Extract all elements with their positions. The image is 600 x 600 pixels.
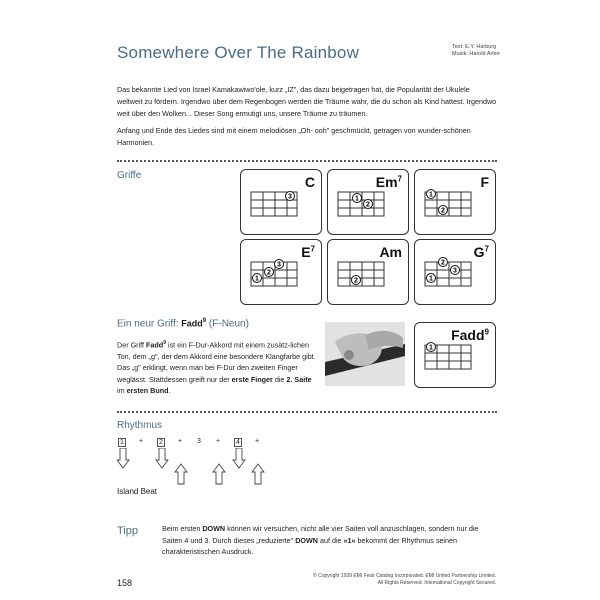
chord-name-e7: $E^7$: [301, 244, 315, 260]
new-chord-heading-sup: 9: [202, 318, 207, 324]
copyright-line-2: All Rights Reserved. International Copyright Secured.: [377, 580, 496, 586]
svg-text:1: 1: [255, 275, 259, 283]
svg-text:2: 2: [267, 269, 271, 277]
chord-diagram-am: [327, 239, 409, 305]
svg-text:2: 2: [354, 277, 358, 285]
song-title: Somewhere Over The Rainbow: [117, 43, 360, 62]
chord-diagram-fadd9: [414, 322, 496, 388]
svg-text:3: 3: [277, 261, 281, 269]
beat-2: 2: [159, 439, 163, 446]
up-arrow-icon: [252, 464, 264, 484]
svg-text:3: 3: [453, 267, 457, 275]
rhythm-style-label: Island Beat: [117, 487, 158, 496]
chord-diagram-e7: [240, 239, 322, 305]
chord-diagram-f: [414, 169, 496, 235]
svg-text:1: 1: [429, 344, 433, 352]
new-chord-heading: [117, 318, 249, 329]
griffe-heading: Griffe: [117, 170, 142, 181]
rhythmus-heading: Rhythmus: [117, 420, 163, 431]
svg-text:3: 3: [288, 193, 292, 201]
intro-paragraph-2: Anfang und Ende des Liedes sind mit einem melodiösen „Oh- ooh" geschmückt, getragen von wunder-schönen Harmonien.: [117, 126, 471, 148]
up-arrow-icon: [175, 464, 187, 484]
divider: [117, 160, 497, 162]
down-arrow-icon: [233, 448, 245, 468]
music-credit: Musik: Harold Arlen: [452, 51, 500, 57]
new-chord-heading-suffix: (F-Neun): [206, 318, 249, 330]
svg-text:2: 2: [441, 207, 445, 215]
svg-text:1: 1: [429, 191, 433, 199]
lyrics-credit: Text: E.Y. Harburg: [452, 44, 497, 50]
intro-text: [117, 84, 497, 155]
svg-text:2: 2: [366, 201, 370, 209]
photo-illustration: [325, 322, 405, 386]
beat-4: 4: [236, 439, 240, 446]
intro-paragraph-1: Das bekannte Lied von Israel Kamakawiwo'ole, kurz „IZ", das dazu beigetragen hat, die Popularität der Ukulele weltweit zu fördern. Irgendwo über dem Regenbogen werden die Träume wahr, die du schon als Kind hattest. Irgendwo weit über den Wolken... Dieser Song ermutigt uns, unsere Träume zu träumen.: [117, 85, 497, 118]
svg-text:1: 1: [355, 195, 359, 203]
beat-3: 3: [197, 438, 201, 445]
divider: [117, 411, 497, 413]
chord-name-em7: Em$^7$: [375, 174, 402, 190]
chord-name-fadd9: Fadd$^9$: [451, 327, 489, 343]
beat-3-and: +: [216, 438, 221, 445]
chord-diagram-g7: [414, 239, 496, 305]
chord-diagram-em7: [327, 169, 409, 235]
beat-1-and: +: [139, 438, 144, 445]
chord-name-c: C: [304, 174, 315, 190]
down-arrow-icon: [117, 448, 129, 468]
chord-name-g7: $G^7$: [473, 244, 489, 260]
rhythm-pattern: [117, 436, 297, 486]
chord-name-am: Am: [379, 244, 402, 260]
beat-2-and: +: [178, 438, 183, 445]
up-arrow-icon: [213, 464, 225, 484]
svg-text:1: 1: [429, 275, 433, 283]
beat-1: 1: [120, 439, 124, 446]
new-chord-heading-prefix: Ein neur Griff:: [117, 318, 182, 330]
strum-arrows: [117, 448, 297, 488]
copyright-line-1: © Copyright 1939 EMI Feist Catalog Incorporated. EMI United Partnership Limited.: [313, 573, 496, 579]
chord-name-f: F: [480, 174, 489, 190]
down-arrow-icon: [156, 448, 168, 468]
copyright-notice: [300, 573, 496, 587]
beat-4-and: +: [255, 438, 260, 445]
hand-chord-photo: [325, 322, 405, 386]
new-chord-description: Der Griff Fadd$^9$ ist ein F-Dur-Akkord mit einem zusätz-lichen Ton, dem „g", der dem Akkord eine besondere Klangfarbe gibt. Das „g" erklingt, wenn man bei F-Dur den zweiten Finger weglässt. Stattdessen greift nur der erste Finger die 2. Saite im ersten Bund.: [117, 340, 316, 396]
tipp-text: Beim ersten DOWN können wir versuchen, nicht alle vier Saiten voll anzuschlagen, sondern nur die Saiten 4 und 3. Durch dieses „reduzierte" DOWN auf die »1« bekommt der Rhythmus seinen charakteristischen Ausdruck.: [162, 524, 479, 556]
page-number: 158: [117, 578, 133, 588]
chord-diagram-c: [240, 169, 322, 235]
new-chord-heading-name: Fadd: [181, 318, 203, 329]
credits: [452, 44, 500, 58]
svg-text:2: 2: [441, 259, 445, 267]
tipp-heading: Tipp: [117, 525, 138, 537]
